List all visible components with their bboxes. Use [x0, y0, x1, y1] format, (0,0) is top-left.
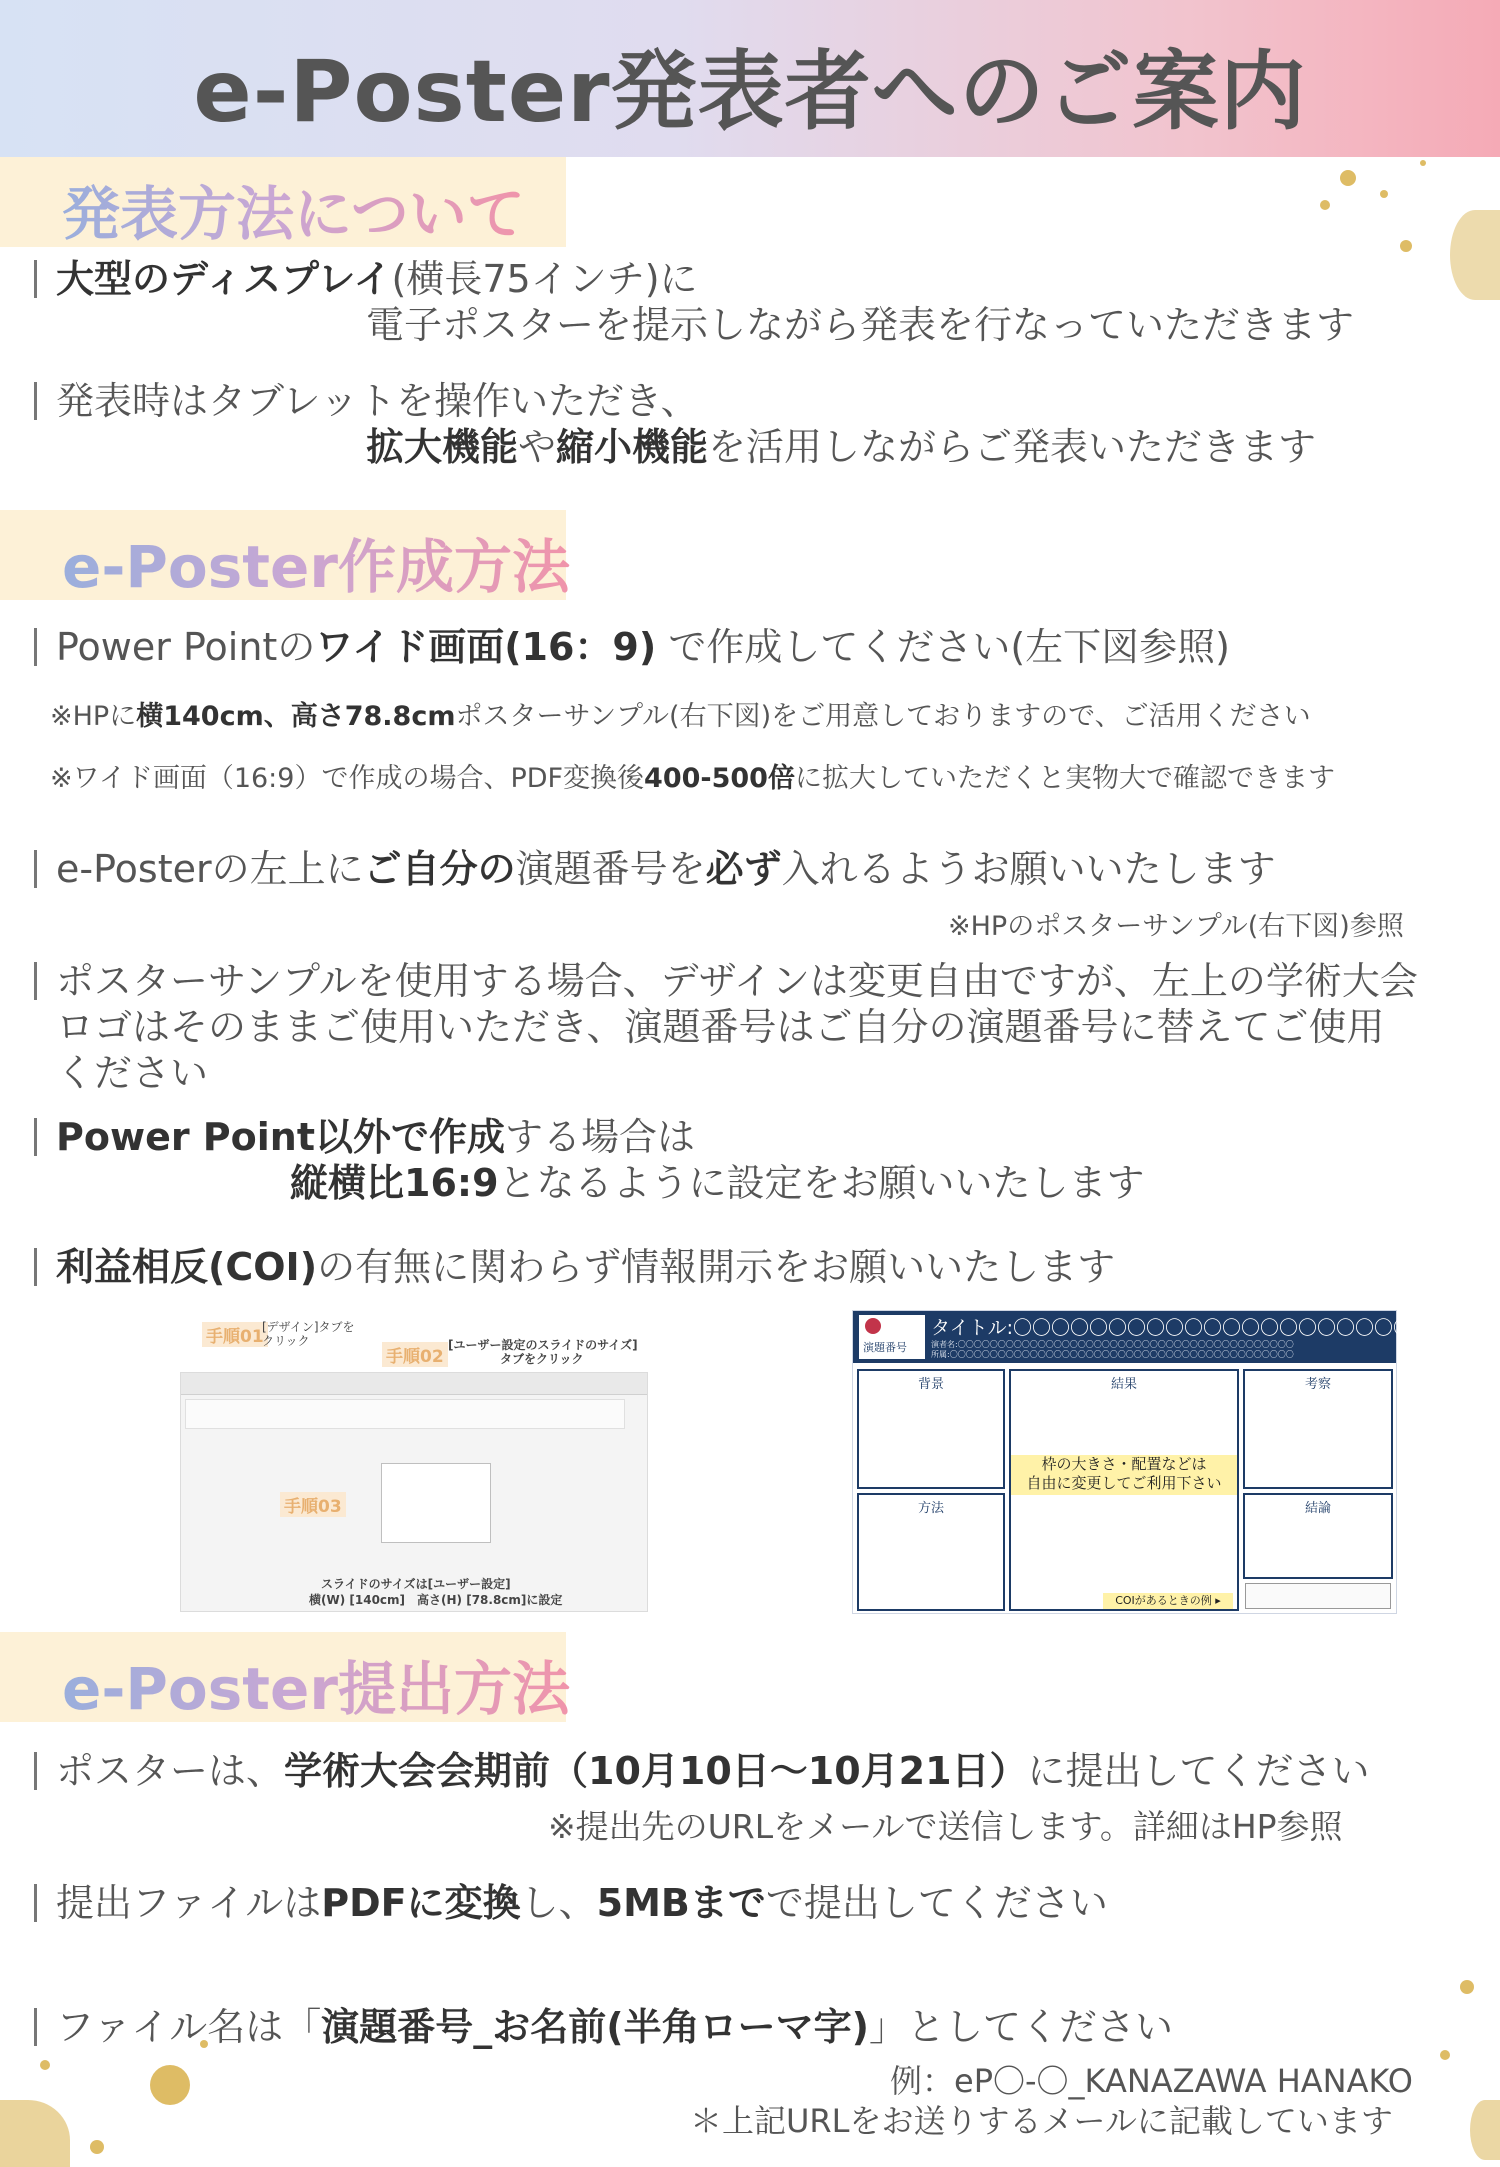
header-banner	[0, 0, 1500, 157]
filename-example: 例：eP〇-〇_KANAZAWA HANAKO	[890, 2062, 1413, 2100]
bullet-bar	[34, 1248, 37, 1286]
creation-note-2: ※ワイド画面（16:9）で作成の場合、PDF変換後400-500倍に拡大していただくと実物大で確認できます	[50, 763, 1335, 794]
section-banner-method	[0, 157, 566, 247]
creation-line-5: 縦横比16:9となるように設定をお願いいたします	[290, 1161, 1145, 1205]
method-line-1: 大型のディスプレイ(横長75インチ)に	[56, 257, 698, 301]
poster-sample-figure	[852, 1310, 1451, 1614]
step-01-text-2: クリック	[262, 1334, 310, 1348]
gold-splash-bottom-right	[1420, 1960, 1500, 2167]
bullet-bar	[34, 1118, 37, 1156]
creation-line-4: Power Point以外で作成する場合は	[56, 1115, 696, 1159]
poster-title: タイトル:〇〇〇〇〇〇〇〇〇〇〇〇〇〇〇〇〇〇〇〇〇〇〇	[931, 1317, 1451, 1339]
bullet-bar	[34, 1752, 37, 1790]
poster-box-discussion: 考察	[1243, 1369, 1393, 1489]
method-line-3: 発表時はタブレットを操作いただき、	[56, 379, 699, 423]
creation-note-1: ※HPに横140cm、高さ78.8cmポスターサンプル(右下図)をご用意しておりますので、ご活用ください	[50, 701, 1311, 732]
step-02-text-2: タブをクリック	[500, 1352, 584, 1366]
creation-line-1: Power Pointのワイド画面(16：9) で作成してください(左下図参照)	[56, 625, 1230, 669]
poster-note: 枠の大きさ・配置などは 自由に変更してご利用下さい	[1011, 1455, 1237, 1495]
bullet-bar	[34, 962, 37, 1000]
submission-note-1: ※提出先のURLをメールで送信します。詳細はHP参照	[548, 1807, 1343, 1846]
step-03-label: 手順03	[280, 1492, 346, 1517]
bullet-bar	[34, 260, 37, 298]
section-banner-submission	[0, 1632, 570, 1723]
poster-box-results: 結果	[1009, 1369, 1239, 1611]
design-themes	[185, 1399, 625, 1429]
bullet-bar	[34, 1884, 37, 1922]
creation-line-6: 利益相反(COI)の有無に関わらず情報開示をお願いいたします	[56, 1245, 1116, 1289]
ribbon-bar	[181, 1373, 647, 1395]
poster-box-conclusion: 結論	[1243, 1493, 1393, 1579]
submission-line-2: 提出ファイルはPDFに変換し、5MBまでで提出してください	[56, 1881, 1108, 1925]
poster-coi-box	[1245, 1583, 1391, 1609]
gold-splash-top-right	[1300, 150, 1500, 310]
creation-line-3c: ください	[56, 1051, 209, 1095]
congress-logo-icon	[865, 1318, 881, 1334]
poster-box-method: 方法	[857, 1493, 1005, 1611]
figure-caption-1: スライドのサイズは[ユーザー設定]	[321, 1577, 511, 1591]
section-title-method: 発表方法について	[62, 167, 525, 251]
creation-line-3b: ロゴはそのままご使用いただき、演題番号はご自分の演題番号に替えてご使用	[56, 1005, 1385, 1049]
poster-title-bar	[853, 1311, 1451, 1363]
step-01-label: 手順01	[202, 1322, 268, 1347]
creation-line-2: e-Posterの左上にご自分の演題番号を必ず入れるようお願いいたします	[56, 847, 1276, 891]
poster-box-background: 背景	[857, 1369, 1005, 1489]
method-line-4: 拡大機能や縮小機能を活用しながらご発表いただきます	[366, 425, 1317, 469]
bullet-bar	[34, 2008, 37, 2046]
bullet-bar	[34, 850, 37, 888]
powerpoint-screenshot	[180, 1372, 648, 1612]
step-02-text-1: [ユーザー設定のスライドのサイズ]	[448, 1338, 638, 1352]
bullet-bar	[34, 382, 37, 420]
section-title-creation: e-Poster作成方法	[62, 520, 570, 604]
submission-line-1: ポスターは、学術大会会期前（10月10日～10月21日）に提出してください	[56, 1749, 1370, 1793]
poster-affiliation: 所属:〇〇〇〇〇〇〇〇〇〇〇〇〇〇〇〇〇〇〇〇〇〇〇〇〇〇〇〇〇〇〇〇〇〇〇〇〇〇〇〇〇〇〇	[931, 1350, 1294, 1359]
section-banner-creation	[0, 510, 570, 601]
poster-logo: 演題番号	[859, 1315, 925, 1359]
step-01-text-1: [デザイン]タブを	[262, 1320, 355, 1334]
step-02-label: 手順02	[382, 1342, 448, 1367]
powerpoint-steps-figure	[180, 1312, 650, 1614]
method-line-2: 電子ポスターを提示しながら発表を行なっていただきます	[366, 303, 1355, 347]
poster-authors: 演者名:〇〇〇〇〇〇〇〇〇〇〇〇〇〇〇〇〇〇〇〇〇〇〇〇〇〇〇〇〇〇〇〇〇〇〇〇〇〇〇〇〇〇	[931, 1340, 1294, 1349]
poster-coi-example: COIがあるときの例 ▸	[1103, 1593, 1233, 1609]
creation-note-3: ※HPのポスターサンプル(右下図)参照	[948, 911, 1404, 942]
section-title-submission: e-Poster提出方法	[62, 1642, 570, 1726]
submission-line-3: ファイル名は「演題番号_お名前(半角ローマ字)」としてください	[56, 2005, 1174, 2049]
creation-line-3a: ポスターサンプルを使用する場合、デザインは変更自由ですが、左上の学術大会	[56, 959, 1418, 1003]
figure-caption-2: 横(W) [140cm] 高さ(H) [78.8cm]に設定	[309, 1593, 563, 1607]
bullet-bar	[34, 628, 37, 666]
filename-example-note: ＊上記URLをお送りするメールに記載しています	[690, 2102, 1393, 2140]
page-title: e-Poster発表者へのご案内	[193, 42, 1307, 142]
slide-size-dialog	[381, 1463, 491, 1543]
